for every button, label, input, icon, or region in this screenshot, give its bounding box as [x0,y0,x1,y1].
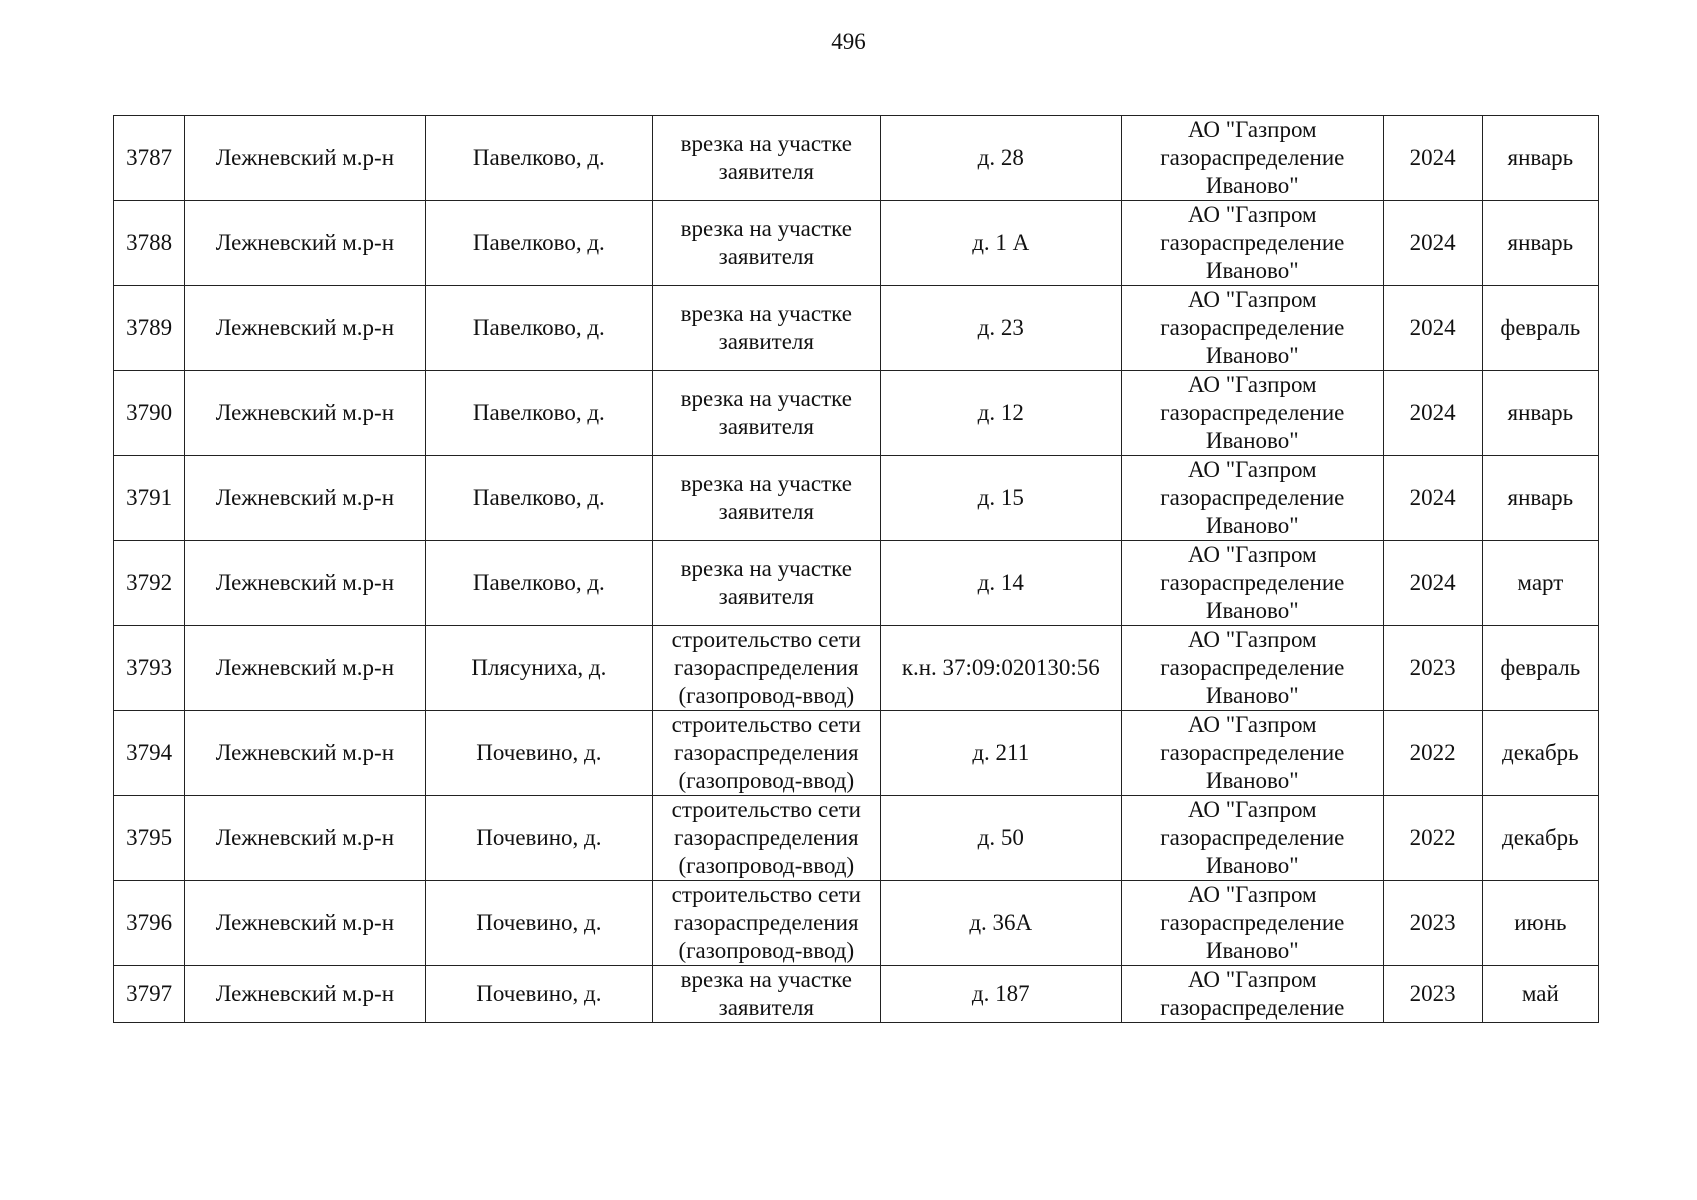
cell-line: Павелково, д. [472,145,605,170]
work-type-cell [653,201,880,286]
company-cell [1122,881,1384,966]
cell-line: Иваново" [1205,683,1299,708]
cell-line: 2024 [1409,145,1456,170]
address-cell [880,626,1121,711]
row-number-cell [114,541,185,626]
table-row [114,371,1599,456]
cell-line: заявителя [718,414,814,439]
cell-line: газораспределение [1160,995,1345,1020]
cell-line: 3789 [126,315,173,340]
cell-line: заявителя [718,584,814,609]
page-number: 496 [831,29,866,54]
year-cell [1383,881,1482,966]
settlement-cell [425,711,652,796]
cell-line: АО "Газпром [1187,712,1317,737]
address-cell [880,116,1121,201]
company-cell [1122,371,1384,456]
cell-line: 2024 [1409,400,1456,425]
cell-line: Почевино, д. [476,825,602,850]
address-cell [880,796,1121,881]
cell-line: Иваново" [1205,598,1299,623]
company-cell [1122,201,1384,286]
work-type-cell [653,796,880,881]
month-cell [1482,796,1598,881]
company-cell [1122,116,1384,201]
work-type-cell [653,286,880,371]
cell-line: газораспределение [1160,910,1345,935]
cell-line: газораспределения [674,655,859,680]
table-row [114,966,1599,1023]
cell-line: газораспределение [1160,400,1345,425]
address-cell [880,201,1121,286]
cell-line: 2022 [1409,740,1456,765]
cell-line: (газопровод-ввод) [678,683,855,708]
district-cell [185,711,425,796]
cell-line: 2024 [1409,570,1456,595]
cell-line: строительство сети [671,627,861,652]
cell-line: 3794 [126,740,173,765]
cell-line: Иваново" [1205,938,1299,963]
work-type-cell [653,371,880,456]
cell-line: д. 211 [972,740,1030,765]
cell-line: АО "Газпром [1187,882,1317,907]
cell-line: 2023 [1409,655,1456,680]
settlement-cell [425,796,652,881]
cell-line: январь [1507,145,1574,170]
cell-line: декабрь [1502,825,1579,850]
address-cell [880,286,1121,371]
cell-line: д. 50 [977,825,1024,850]
cell-line: д. 15 [977,485,1024,510]
company-cell [1122,541,1384,626]
cell-line: Павелково, д. [472,400,605,425]
cell-line: АО "Газпром [1187,202,1317,227]
cell-line: д. 12 [977,400,1024,425]
cell-line: врезка на участке [680,386,852,411]
cell-line: Лежневский м.р-н [215,230,395,255]
cell-line: Иваново" [1205,343,1299,368]
work-type-cell [653,116,880,201]
table-row [114,541,1599,626]
month-cell [1482,201,1598,286]
cell-line: Почевино, д. [476,981,602,1006]
company-cell [1122,626,1384,711]
cell-line: 3788 [126,230,173,255]
cell-line: АО "Газпром [1187,372,1317,397]
row-number-cell [114,371,185,456]
cell-line: газораспределение [1160,825,1345,850]
cell-line: АО "Газпром [1187,542,1317,567]
address-cell [880,711,1121,796]
address-cell [880,881,1121,966]
cell-line: Иваново" [1205,768,1299,793]
cell-line: заявителя [718,159,814,184]
year-cell [1383,286,1482,371]
cell-line: 3787 [126,145,173,170]
cell-line: врезка на участке [680,471,852,496]
cell-line: к.н. 37:09:020130:56 [901,655,1100,680]
month-cell [1482,116,1598,201]
cell-line: д. 187 [971,981,1030,1006]
cell-line: Павелково, д. [472,315,605,340]
cell-line: март [1517,570,1564,595]
settlement-cell [425,456,652,541]
cell-line: Иваново" [1205,853,1299,878]
district-cell [185,201,425,286]
district-cell [185,881,425,966]
month-cell [1482,541,1598,626]
cell-line: д. 23 [977,315,1024,340]
cell-line: Почевино, д. [476,740,602,765]
work-type-cell [653,541,880,626]
year-cell [1383,966,1482,1023]
cell-line: 2022 [1409,825,1456,850]
month-cell [1482,286,1598,371]
address-cell [880,371,1121,456]
cell-line: газораспределения [674,825,859,850]
cell-line: строительство сети [671,797,861,822]
address-cell [880,456,1121,541]
district-cell [185,796,425,881]
cell-line: газораспределение [1160,315,1345,340]
settlement-cell [425,116,652,201]
district-cell [185,541,425,626]
gas-connection-table [113,115,1599,1023]
cell-line: 3795 [126,825,173,850]
cell-line: Лежневский м.р-н [215,910,395,935]
cell-line: газораспределение [1160,740,1345,765]
row-number-cell [114,966,185,1023]
row-number-cell [114,456,185,541]
table-row [114,286,1599,371]
cell-line: январь [1507,485,1574,510]
year-cell [1383,371,1482,456]
cell-line: 3796 [126,910,173,935]
company-cell [1122,286,1384,371]
cell-line: 2023 [1409,910,1456,935]
cell-line: газораспределение [1160,655,1345,680]
cell-line: Иваново" [1205,428,1299,453]
cell-line: Лежневский м.р-н [215,570,395,595]
month-cell [1482,626,1598,711]
cell-line: 2023 [1409,981,1456,1006]
cell-line: врезка на участке [680,301,852,326]
cell-line: Почевино, д. [476,910,602,935]
row-number-cell [114,796,185,881]
settlement-cell [425,541,652,626]
cell-line: заявителя [718,995,814,1020]
cell-line: Лежневский м.р-н [215,740,395,765]
year-cell [1383,116,1482,201]
year-cell [1383,541,1482,626]
district-cell [185,626,425,711]
company-cell [1122,966,1384,1023]
cell-line: Павелково, д. [472,230,605,255]
work-type-cell [653,881,880,966]
cell-line: 3791 [126,485,173,510]
cell-line: Лежневский м.р-н [215,145,395,170]
cell-line: газораспределения [674,740,859,765]
cell-line: январь [1507,230,1574,255]
work-type-cell [653,456,880,541]
cell-line: врезка на участке [680,131,852,156]
cell-line: заявителя [718,244,814,269]
cell-line: июнь [1514,910,1567,935]
cell-line: д. 1 А [972,230,1030,255]
year-cell [1383,626,1482,711]
month-cell [1482,456,1598,541]
cell-line: 3792 [126,570,173,595]
cell-line: газораспределение [1160,570,1345,595]
row-number-cell [114,711,185,796]
cell-line: 2024 [1409,485,1456,510]
cell-line: АО "Газпром [1187,967,1317,992]
cell-line: газораспределение [1160,145,1345,170]
cell-line: декабрь [1502,740,1579,765]
row-number-cell [114,201,185,286]
cell-line: 3797 [126,981,173,1006]
cell-line: (газопровод-ввод) [678,853,855,878]
settlement-cell [425,286,652,371]
table-row [114,626,1599,711]
table-body [114,116,1599,1023]
cell-line: Лежневский м.р-н [215,655,395,680]
cell-line: строительство сети [671,712,861,737]
cell-line: 2024 [1409,230,1456,255]
cell-line: Иваново" [1205,258,1299,283]
table-row [114,796,1599,881]
company-cell [1122,711,1384,796]
cell-line: февраль [1500,655,1581,680]
year-cell [1383,796,1482,881]
cell-line: д. 28 [977,145,1024,170]
cell-line: Лежневский м.р-н [215,400,395,425]
cell-line: Лежневский м.р-н [215,485,395,510]
cell-line: АО "Газпром [1187,457,1317,482]
row-number-cell [114,286,185,371]
settlement-cell [425,966,652,1023]
cell-line: газораспределение [1160,230,1345,255]
cell-line: врезка на участке [680,556,852,581]
work-type-cell [653,711,880,796]
year-cell [1383,456,1482,541]
cell-line: (газопровод-ввод) [678,938,855,963]
cell-line: заявителя [718,329,814,354]
cell-line: февраль [1500,315,1581,340]
cell-line: строительство сети [671,882,861,907]
cell-line: 3790 [126,400,173,425]
row-number-cell [114,626,185,711]
cell-line: врезка на участке [680,967,852,992]
cell-line: АО "Газпром [1187,287,1317,312]
district-cell [185,116,425,201]
cell-line: май [1521,981,1559,1006]
cell-line: Павелково, д. [472,485,605,510]
settlement-cell [425,881,652,966]
row-number-cell [114,881,185,966]
settlement-cell [425,626,652,711]
address-cell [880,966,1121,1023]
district-cell [185,371,425,456]
work-type-cell [653,966,880,1023]
cell-line: газораспределения [674,910,859,935]
month-cell [1482,966,1598,1023]
cell-line: АО "Газпром [1187,797,1317,822]
cell-line: Плясуниха, д. [471,655,607,680]
cell-line: газораспределение [1160,485,1345,510]
cell-line: январь [1507,400,1574,425]
cell-line: врезка на участке [680,216,852,241]
settlement-cell [425,371,652,456]
table-row [114,456,1599,541]
district-cell [185,286,425,371]
settlement-cell [425,201,652,286]
cell-line: Лежневский м.р-н [215,315,395,340]
cell-line: Лежневский м.р-н [215,825,395,850]
cell-line: д. 36А [969,910,1033,935]
company-cell [1122,796,1384,881]
cell-line: (газопровод-ввод) [678,768,855,793]
cell-line: заявителя [718,499,814,524]
cell-line: Павелково, д. [472,570,605,595]
table-row [114,711,1599,796]
cell-line: Лежневский м.р-н [215,981,395,1006]
table-row [114,201,1599,286]
month-cell [1482,711,1598,796]
district-cell [185,966,425,1023]
company-cell [1122,456,1384,541]
table-row [114,116,1599,201]
table-row [114,881,1599,966]
work-type-cell [653,626,880,711]
month-cell [1482,881,1598,966]
district-cell [185,456,425,541]
year-cell [1383,201,1482,286]
cell-line: 2024 [1409,315,1456,340]
cell-line: 3793 [126,655,173,680]
cell-line: Иваново" [1205,173,1299,198]
cell-line: д. 14 [977,570,1024,595]
cell-line: АО "Газпром [1187,627,1317,652]
cell-line: АО "Газпром [1187,117,1317,142]
row-number-cell [114,116,185,201]
address-cell [880,541,1121,626]
month-cell [1482,371,1598,456]
cell-line: Иваново" [1205,513,1299,538]
year-cell [1383,711,1482,796]
